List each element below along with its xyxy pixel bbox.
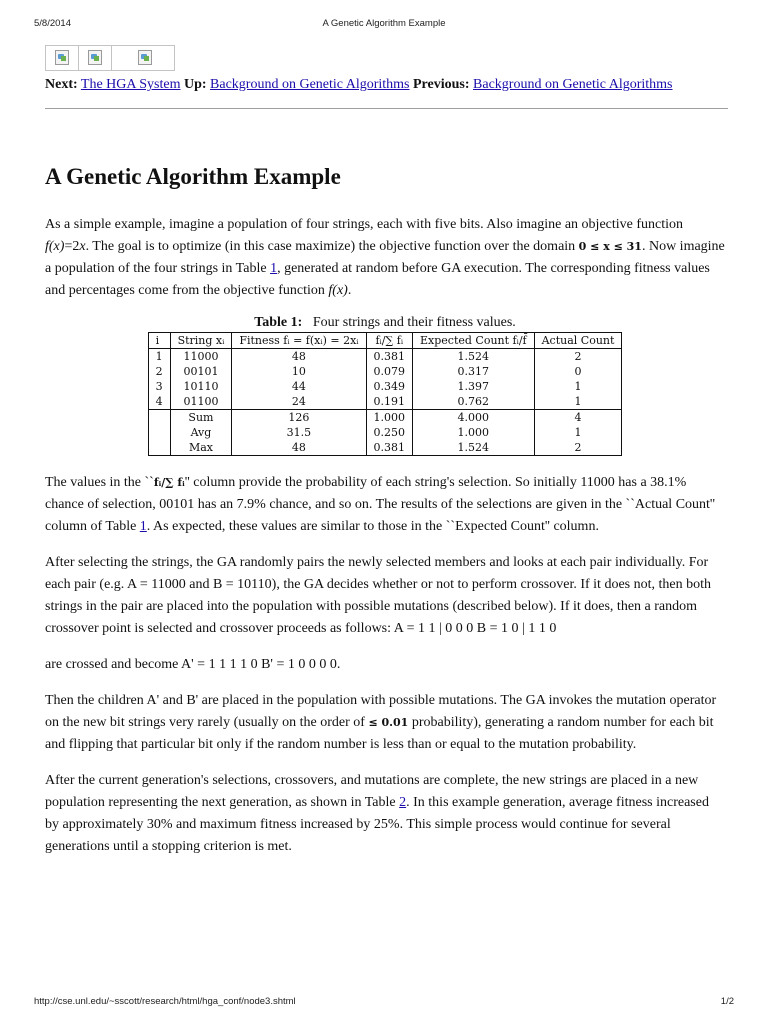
table-cell: 4.000 bbox=[413, 410, 535, 426]
table-header-row bbox=[148, 333, 622, 349]
table-cell: 48 bbox=[232, 349, 366, 365]
table-cell: Sum bbox=[170, 410, 232, 426]
table-cell bbox=[148, 440, 170, 456]
table-cell: 48 bbox=[232, 440, 366, 456]
divider bbox=[45, 108, 728, 109]
up-nav-button[interactable] bbox=[78, 45, 112, 71]
table-row bbox=[148, 425, 622, 440]
table-cell: 4 bbox=[534, 410, 622, 426]
table-1-link[interactable]: 1 bbox=[139, 519, 147, 534]
table-cell: 0 bbox=[534, 364, 622, 379]
print-date: 5/8/2014 bbox=[34, 18, 71, 29]
table-cell: 1.397 bbox=[413, 379, 535, 394]
table-1 bbox=[45, 314, 725, 456]
table-cell: 11000 bbox=[170, 349, 232, 365]
next-nav-button[interactable] bbox=[45, 45, 79, 71]
table-header-cell: fᵢ/∑ fᵢ bbox=[366, 333, 413, 349]
print-title: A Genetic Algorithm Example bbox=[322, 18, 446, 29]
table-row bbox=[148, 440, 622, 456]
table-2-link[interactable]: 2 bbox=[399, 795, 407, 810]
table-cell: 0.349 bbox=[366, 379, 413, 394]
table-cell: 0.381 bbox=[366, 440, 413, 456]
next-link[interactable]: The HGA System bbox=[80, 77, 181, 92]
table-cell: 10 bbox=[232, 364, 366, 379]
previous-link[interactable]: Background on Genetic Algorithms bbox=[473, 77, 673, 92]
table-cell: 1 bbox=[534, 394, 622, 410]
next-label: Next: bbox=[45, 77, 78, 92]
table-row bbox=[148, 379, 622, 394]
table-header-cell: String xᵢ bbox=[170, 333, 232, 349]
table-cell: 2 bbox=[534, 349, 622, 365]
print-footer bbox=[34, 996, 734, 1010]
table-cell: Max bbox=[170, 440, 232, 456]
fitness-table bbox=[148, 332, 623, 456]
table-cell: 1.000 bbox=[413, 425, 535, 440]
table-row bbox=[148, 410, 622, 426]
paragraph-next-generation: After the current generation's selections, crossovers, and mutations are complete, the new strings are placed in a new population representing the next generation, as shown in Table 2. In this example generation, average fitness increased by approximately 30% and maximum fitness increased by 25%. This simple process would continue for several generations until a stopping criterion is met. bbox=[45, 773, 709, 854]
table-cell: 24 bbox=[232, 394, 366, 410]
navigation-links bbox=[45, 77, 738, 93]
table-cell: 0.317 bbox=[413, 364, 535, 379]
paragraph-intro: As a simple example, imagine a population of four strings, each with five bits. Also imagine an objective function f(x)=2x. The goal is to optimize (in this case maximize) the objective function over the domain 0 ≤ x ≤ 31. Now imagine a population of the four strings in Table 1, generated at random before GA execution. The corresponding fitness values and percentages come from the objective function f(x). bbox=[45, 217, 725, 298]
table-header-cell: Expected Count fᵢ/f̄ bbox=[413, 333, 535, 349]
page-number: 1/2 bbox=[720, 996, 734, 1007]
table-cell: Avg bbox=[170, 425, 232, 440]
table-cell: 1 bbox=[534, 379, 622, 394]
paragraph-crossed: are crossed and become A' = 1 1 1 1 0 B' = 1 0 0 0 0. bbox=[45, 657, 341, 672]
table-body bbox=[148, 349, 622, 456]
page-url: http://cse.unl.edu/~sscott/research/html/hga_conf/node3.shtml bbox=[34, 996, 296, 1007]
up-link[interactable]: Background on Genetic Algorithms bbox=[210, 77, 410, 92]
table-row bbox=[148, 394, 622, 410]
table-cell: 31.5 bbox=[232, 425, 366, 440]
table-header-cell: Fitness fᵢ = f(xᵢ) = 2xᵢ bbox=[232, 333, 366, 349]
table-header-cell: Actual Count bbox=[534, 333, 622, 349]
table-cell: 0.762 bbox=[413, 394, 535, 410]
previous-label: Previous: bbox=[413, 77, 470, 92]
table-cell: 10110 bbox=[170, 379, 232, 394]
domain-equation: 0 ≤ x ≤ 31 bbox=[578, 240, 642, 253]
table-cell: 1 bbox=[534, 425, 622, 440]
table-cell: 4 bbox=[155, 395, 163, 408]
table-cell: 0.381 bbox=[366, 349, 413, 365]
table-row bbox=[148, 349, 622, 365]
table-cell: 2 bbox=[534, 440, 622, 456]
table-1-link[interactable]: 1 bbox=[270, 261, 278, 276]
nav-icon-bar bbox=[45, 45, 174, 69]
table-cell: 0.191 bbox=[366, 394, 413, 410]
table-row bbox=[148, 364, 622, 379]
table-cell: 1.524 bbox=[413, 440, 535, 456]
paragraph-crossover: After selecting the strings, the GA randomly pairs the newly selected members and looks at each pair individually. For each pair (e.g. A = 11000 and B = 10110), the GA decides whether or not to perform crossover. If it does not, then both strings in the pair are placed into the population with possible mutations (described below). If it does, then a random crossover point is selected and crossover proceeds as follows: A = 1 1 | 0 0 0 B = 1 0 | 1 1 0 bbox=[45, 555, 711, 636]
broken-image-icon bbox=[138, 50, 152, 65]
up-label: Up: bbox=[183, 77, 207, 92]
table-cell: 0.079 bbox=[366, 364, 413, 379]
print-header bbox=[34, 18, 734, 32]
table-cell: 3 bbox=[155, 380, 163, 393]
table-cell: 00101 bbox=[170, 364, 232, 379]
table-header-cell: i bbox=[148, 333, 170, 349]
paragraph-mutation: Then the children A' and B' are placed in the population with possible mutations. The GA invokes the mutation operator on the new bit strings very rarely (usually on the order of ≤ 0.01 probability), generating a random number for each bit and flipping that particular bit only if the random number is less than or equal to the mutation probability. bbox=[45, 693, 717, 752]
previous-nav-button[interactable] bbox=[111, 45, 175, 71]
table-cell: 0.250 bbox=[366, 425, 413, 440]
table-cell: 1.524 bbox=[413, 349, 535, 365]
broken-image-icon bbox=[55, 50, 69, 65]
paragraph-selection: The values in the ``fᵢ/∑ fᵢ'' column provide the probability of each string's selection. So initially 11000 has a 38.1% chance of selection, 00101 has an 7.9% chance, and so on. The results of the selections are given in the ``Actual Count'' column of Table 1. As expected, these values are similar to those in the ``Expected Count'' column. bbox=[45, 475, 715, 534]
table-cell: 1 bbox=[155, 350, 163, 363]
table-cell bbox=[148, 425, 170, 440]
table-cell: 2 bbox=[155, 365, 163, 378]
article-body bbox=[45, 214, 725, 872]
table-caption: Table 1: Four strings and their fitness values. bbox=[254, 315, 516, 330]
table-cell: 44 bbox=[232, 379, 366, 394]
table-cell bbox=[148, 410, 170, 426]
table-cell: 126 bbox=[232, 410, 366, 426]
table-cell: 1.000 bbox=[366, 410, 413, 426]
table-cell: 01100 bbox=[170, 394, 232, 410]
page-title: A Genetic Algorithm Example bbox=[45, 164, 341, 189]
broken-image-icon bbox=[88, 50, 102, 65]
